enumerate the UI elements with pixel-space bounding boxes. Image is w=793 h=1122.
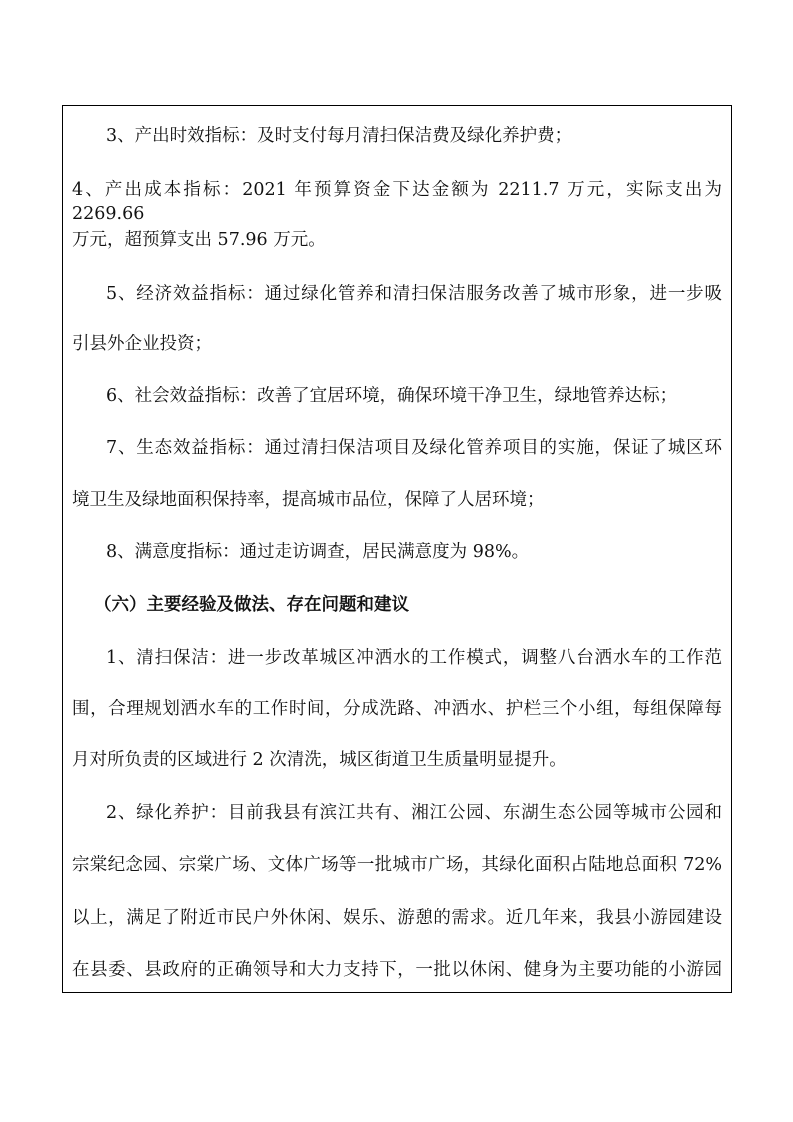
text-line-ecological-2: 境卫生及绿地面积保持率，提高城市品位，保障了人居环境； [72,490,545,510]
text-line-economic-2: 引县外企业投资； [72,334,212,354]
text-line-cleaning-2: 围，合理规划洒水车的工作时间，分成洗路、冲洒水、护栏三个小组，每组保障每 [72,699,722,719]
text-line-output-cost-2: 万元，超预算支出 57.96 万元。 [72,230,326,250]
text-line-greening-1: 2、绿化养护：目前我县有滨江共有、湘江公园、东湖生态公园等城市公园和 [106,803,722,823]
text-line-greening-2: 宗棠纪念园、宗棠广场、文体广场等一批城市广场，其绿化面积占陆地总面积 72% [72,855,722,875]
text-line-cleaning-1: 1、清扫保洁：进一步改革城区冲洒水的工作模式，调整八台洒水车的工作范 [106,648,722,668]
text-line-output-timeliness: 3、产出时效指标：及时支付每月清扫保洁费及绿化养护费； [106,126,573,146]
text-line-satisfaction: 8、满意度指标：通过走访调查，居民满意度为 98%。 [106,542,530,562]
text-line-economic-1: 5、经济效益指标：通过绿化管养和清扫保洁服务改善了城市形象，进一步吸 [106,284,722,304]
text-line-greening-4: 在县委、县政府的正确领导和大力支持下，一批以休闲、健身为主要功能的小游园 [72,960,722,980]
text-line-ecological-1: 7、生态效益指标：通过清扫保洁项目及绿化管养项目的实施，保证了城区环 [106,438,722,458]
text-line-social: 6、社会效益指标：改善了宜居环境，确保环境干净卫生，绿地管养达标； [106,386,678,406]
text-line-greening-3: 以上，满足了附近市民户外休闲、娱乐、游憩的需求。近几年来，我县小游园建设 [72,908,722,928]
text-line-cleaning-3: 月对所负责的区域进行 2 次清洗，城区街道卫生质量明显提升。 [72,750,567,770]
section-heading: （六）主要经验及做法、存在问题和建议 [94,595,409,615]
text-line-output-cost-1: 4、产出成本指标：2021 年预算资金下达金额为 2211.7 万元，实际支出为 2269.66 [72,180,722,224]
